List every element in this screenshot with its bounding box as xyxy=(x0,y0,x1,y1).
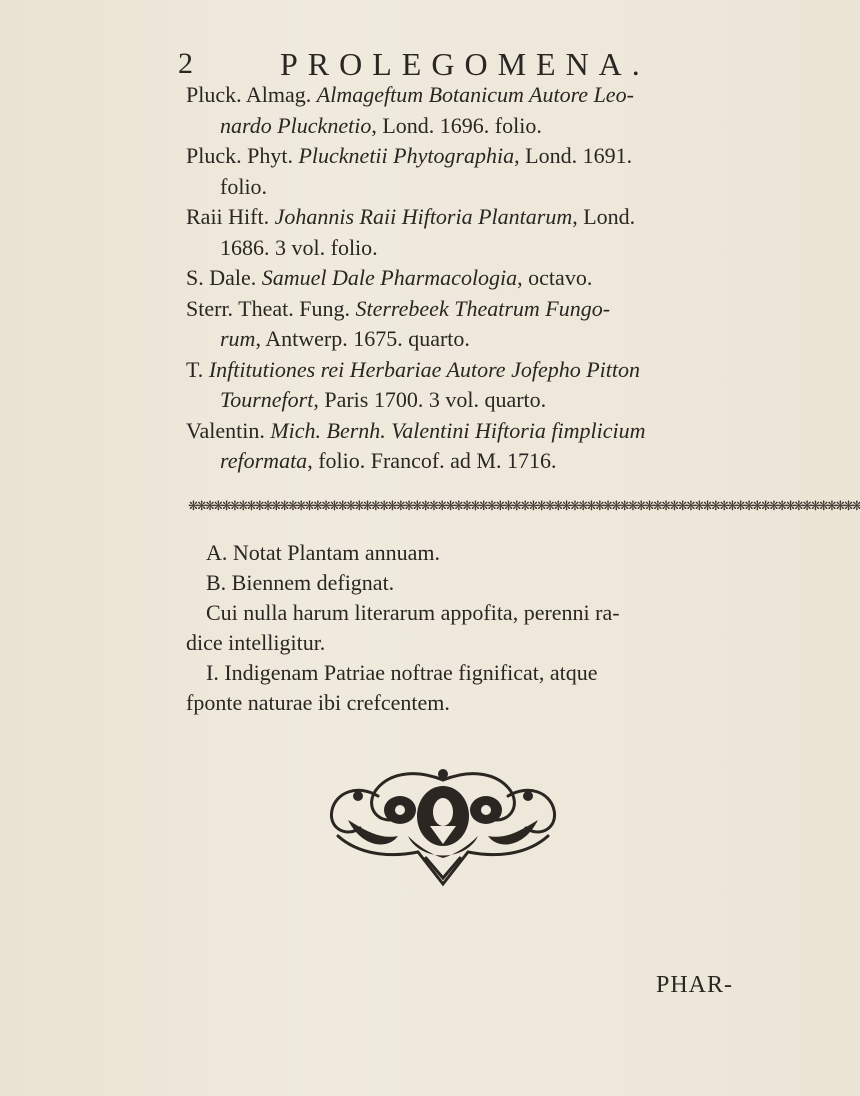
page-number: 2 xyxy=(178,47,193,80)
entry-title: Mich. Bernh. Valentini Hiftoria fimplicium xyxy=(270,417,646,443)
page-header xyxy=(178,44,658,84)
entry-imprint-continued: folio. xyxy=(220,173,268,199)
entry-title-continued: reformata xyxy=(220,448,308,473)
bibliography-entry xyxy=(186,263,746,294)
entry-abbreviation: S. Dale. xyxy=(186,265,257,290)
legend-perennial: Cui nulla harum literarum appofita, perenni ra- xyxy=(206,600,620,625)
bibliography-entry xyxy=(186,202,746,263)
entry-imprint: , Antwerp. 1675. quarto. xyxy=(255,326,470,351)
entry-imprint: , Lond. xyxy=(572,204,636,229)
entry-title: Plucknetii Phytographia xyxy=(298,143,515,168)
entry-title: Inftitutiones rei Herbariae Autore Jofepho Pitton xyxy=(208,356,640,382)
entry-abbreviation: Sterr. Theat. Fung. xyxy=(186,295,350,321)
bibliography-entry xyxy=(186,416,746,477)
entry-title-continued: rum xyxy=(220,326,256,351)
entry-imprint-continued: 1686. 3 vol. folio. xyxy=(220,234,378,260)
legend-annual: A. Notat Plantam annuam. xyxy=(206,540,441,565)
legend-indigenous-continued: fponte naturae ibi crefcentem. xyxy=(186,690,450,715)
entry-title: Johannis Raii Hiftoria Plantarum xyxy=(274,204,573,229)
entry-title: Samuel Dale Pharmacologia xyxy=(261,265,518,290)
entry-title: Almageftum Botanicum Autore Leo- xyxy=(316,82,634,107)
legend-perennial-continued: dice intelligitur. xyxy=(186,630,326,655)
entry-imprint: , folio. Francof. ad M. 1716. xyxy=(307,448,557,473)
entry-title-continued: nardo Plucknetio xyxy=(220,112,372,138)
entry-abbreviation: Pluck. Phyt. xyxy=(186,143,293,168)
entry-title-continued: Tournefort xyxy=(220,387,314,412)
entry-imprint: , Lond. 1691. xyxy=(514,143,633,168)
entry-abbreviation: T. xyxy=(186,356,204,382)
entry-title: Sterrebeek Theatrum Fungo- xyxy=(355,295,611,321)
tailpiece-ornament-icon xyxy=(318,766,568,890)
bibliography-list xyxy=(186,80,746,477)
entry-imprint: , Paris 1700. 3 vol. quarto. xyxy=(313,387,547,412)
legend-indigenous: I. Indigenam Patriae noftrae fignificat, atque xyxy=(206,660,598,685)
bibliography-entry xyxy=(186,294,746,355)
entry-abbreviation: Pluck. Almag. xyxy=(186,82,312,107)
running-title: PROLEGOMENA. xyxy=(280,46,650,82)
catchword: PHAR- xyxy=(656,972,734,998)
ornamental-rule: ❋❋❋❋❋❋❋❋❋❋❋❋❋❋❋❋❋❋❋❋❋❋❋❋❋❋❋❋❋❋❋❋❋❋❋❋❋❋❋❋❋❋❋❋❋❋❋❋❋❋❋❋❋❋❋❋❋❋❋❋❋❋❋❋❋❋❋❋❋❋❋❋❋❋❋❋❋❋❋❋❋ xyxy=(188,499,860,514)
entry-imprint: , Lond. 1696. folio. xyxy=(371,112,542,138)
bibliography-entry xyxy=(186,80,746,141)
entry-imprint: , octavo. xyxy=(517,265,593,290)
entry-abbreviation: Valentin. xyxy=(186,417,265,443)
bibliography-entry xyxy=(186,141,746,202)
bibliography-entry xyxy=(186,355,746,416)
entry-abbreviation: Raii Hift. xyxy=(186,204,270,229)
legend-biennial: B. Biennem defignat. xyxy=(206,570,395,595)
symbol-legend xyxy=(186,538,746,718)
